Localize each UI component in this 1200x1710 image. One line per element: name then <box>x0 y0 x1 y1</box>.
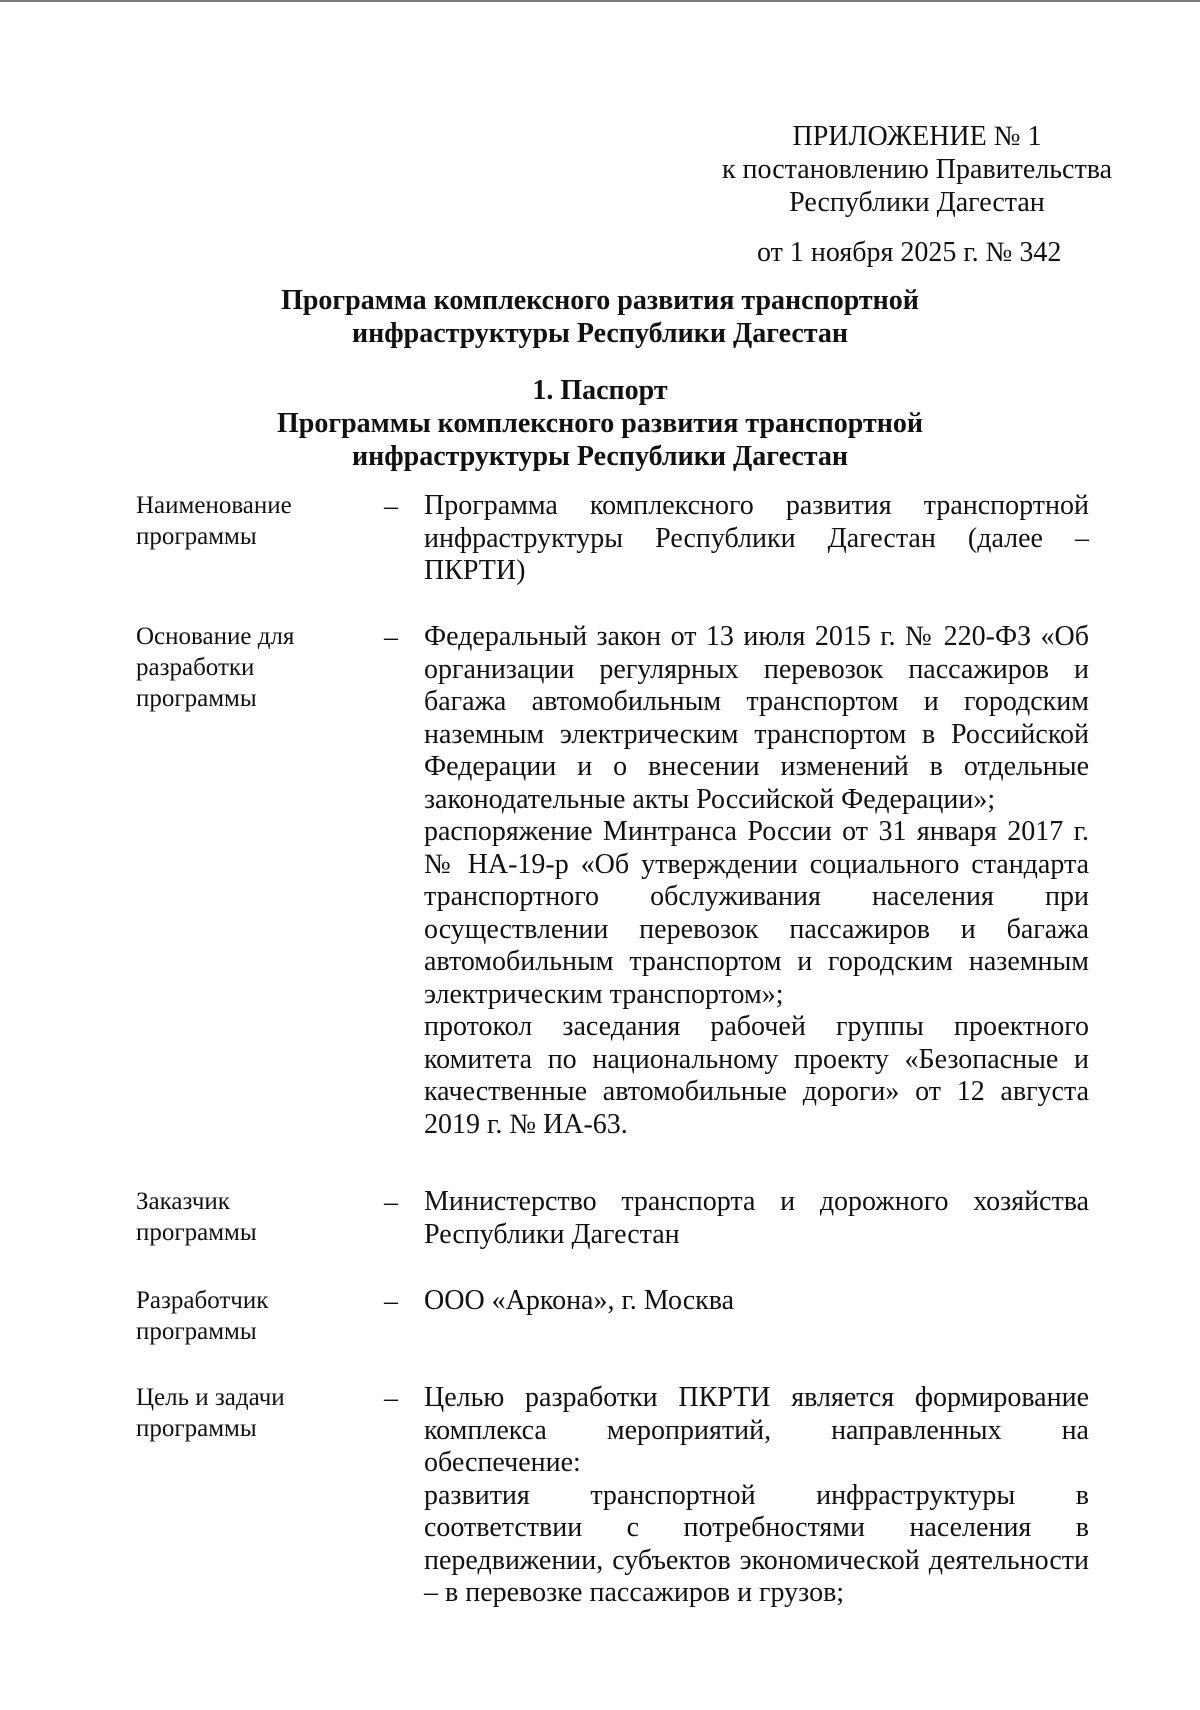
row-paragraph: Министерство транспорта и дорожного хозяйства Республики Дагестан <box>424 1186 1089 1250</box>
scan-edge-line <box>0 0 1200 2</box>
row-label <box>136 621 356 714</box>
program-title-line-2: инфраструктуры Республики Дагестан <box>351 318 849 349</box>
passport-heading <box>200 374 1000 473</box>
row-label-line: программы <box>136 685 257 712</box>
row-label-line: Разработчик <box>136 1287 269 1314</box>
row-label-line: программы <box>136 1415 257 1442</box>
passport-heading-line-1: 1. Паспорт <box>532 375 668 406</box>
row-paragraph: распоряжение Минтранса России от 31 января 2017 г. № НА-19-р «Об утверждении социального стандарта транспортного обслуживания населения при осуществлении перевозок пассажиров и багажа автомобильным транспортом и городским наземным электрическим транспортом»; <box>424 816 1089 1010</box>
row-label-line: Основание для <box>136 623 295 650</box>
row-label <box>136 1186 356 1248</box>
passport-heading-line-3: инфраструктуры Республики Дагестан <box>351 441 849 472</box>
appendix-block <box>722 120 1112 219</box>
row-label-line: разработки <box>136 654 255 681</box>
row-label-line: программы <box>136 1318 257 1345</box>
row-dash: – <box>384 622 398 653</box>
appendix-title: ПРИЛОЖЕНИЕ № 1 <box>792 121 1042 152</box>
appendix-date: от 1 ноября 2025 г. № 342 <box>757 237 1062 268</box>
row-label <box>136 1285 356 1347</box>
row-paragraph: Программа комплексного развития транспортной инфраструктуры Республики Дагестан (далее – ПКРТИ) <box>424 490 1089 586</box>
row-label-line: программы <box>136 1219 257 1246</box>
row-label-line: Заказчик <box>136 1188 230 1215</box>
row-paragraph: развития транспортной инфраструктуры в соответствии с потребностями населения в передвижении, субъектов экономической деятельности – в перевозке пассажиров и грузов; <box>424 1479 1089 1608</box>
row-paragraph: протокол заседания рабочей группы проектного комитета по национальному проекту «Безопасные и качественные автомобильные дороги» от 12 августа 2019 г. № ИА-63. <box>424 1011 1089 1140</box>
row-label <box>136 1382 356 1444</box>
row-dash: – <box>384 1286 398 1317</box>
row-dash: – <box>384 1383 398 1414</box>
program-title <box>200 284 1000 350</box>
row-label <box>136 490 356 552</box>
row-dash: – <box>384 491 398 522</box>
row-paragraph: Целью разработки ПКРТИ является формирование комплекса мероприятий, направленных на обеспечение: <box>424 1382 1089 1478</box>
row-label-line: Цель и задачи <box>136 1384 285 1411</box>
row-value <box>424 490 1089 588</box>
appendix-line-2: Республики Дагестан <box>789 187 1045 218</box>
row-label-line: программы <box>136 523 257 550</box>
row-paragraph: Федеральный закон от 13 июля 2015 г. № 220-ФЗ «Об организации регулярных перевозок пассажиров и багажа автомобильным транспортом и городским наземным электрическим транспортом в Российской Федерации и о внесении изменений в отдельные законодательные акты Российской Федерации»; <box>424 621 1089 815</box>
appendix-line-1: к постановлению Правительства <box>721 154 1112 185</box>
row-label-line: Наименование <box>136 492 292 519</box>
row-value <box>424 1285 1089 1318</box>
row-value <box>424 621 1089 1141</box>
program-title-line-1: Программа комплексного развития транспортной <box>281 285 919 316</box>
row-dash: – <box>384 1187 398 1218</box>
row-value <box>424 1186 1089 1251</box>
row-paragraph: ООО «Аркона», г. Москва <box>424 1285 735 1316</box>
passport-heading-line-2: Программы комплексного развития транспортной <box>277 408 923 439</box>
row-value <box>424 1382 1089 1610</box>
